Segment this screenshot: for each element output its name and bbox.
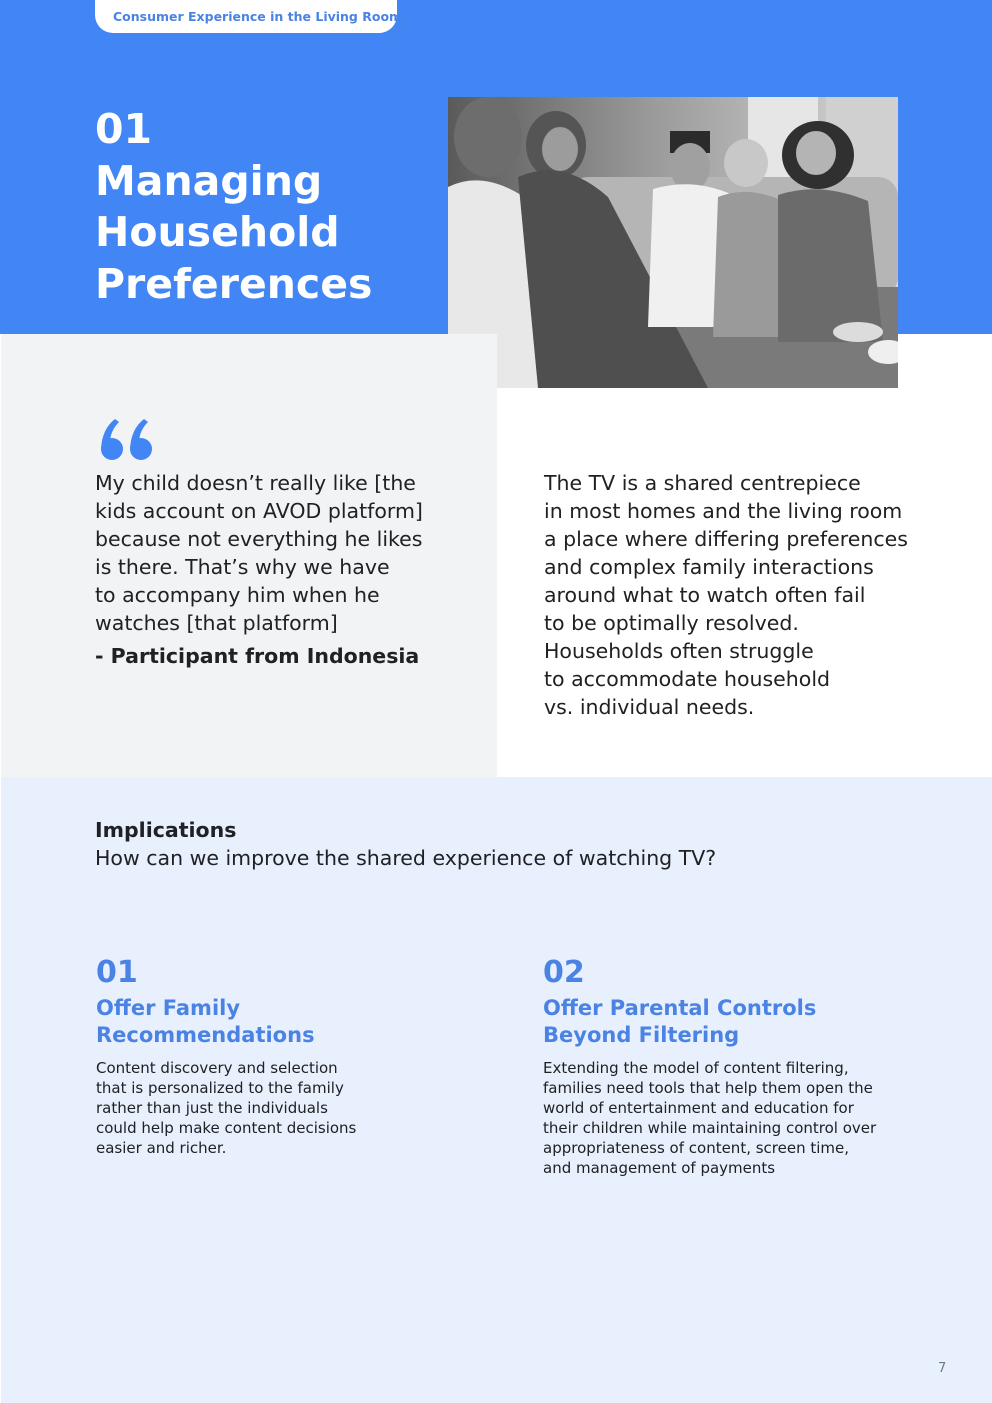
- family-photo-illustration: [448, 97, 898, 388]
- card-number: 02: [543, 955, 585, 990]
- paragraph-line: and complex family interactions: [544, 555, 874, 579]
- card-body-line: and management of payments: [543, 1159, 776, 1177]
- card-body-line: Extending the model of content filtering,: [543, 1059, 849, 1077]
- card-body-line: easier and richer.: [96, 1139, 227, 1157]
- implication-card-2: [543, 955, 943, 1178]
- card-body-line: their children while maintaining control over: [543, 1119, 877, 1137]
- page-number: 7: [938, 1361, 947, 1376]
- page-title-line: Managing: [95, 156, 323, 205]
- implications-heading: Implications: [95, 818, 237, 842]
- quote-line: My child doesn’t really like [the: [95, 471, 416, 495]
- card-title: [96, 995, 496, 1049]
- paragraph-line: around what to watch often fail: [544, 583, 866, 607]
- quote-mark-icon: [99, 419, 155, 461]
- card-body-line: families need tools that help them open the: [543, 1079, 873, 1097]
- quote-line: because not everything he likes: [95, 527, 423, 551]
- paragraph-line: The TV is a shared centrepiece: [544, 471, 861, 495]
- paragraph-line: to be optimally resolved.: [544, 611, 799, 635]
- quote-line: is there. That’s why we have: [95, 555, 390, 579]
- card-title-line: Offer Family: [96, 996, 241, 1020]
- paragraph-line: vs. individual needs.: [544, 695, 755, 719]
- page-title: [95, 104, 445, 310]
- quote-line: to accompany him when he: [95, 583, 380, 607]
- card-title-line: Recommendations: [96, 1023, 315, 1047]
- card-body-line: could help make content decisions: [96, 1119, 357, 1137]
- paragraph-line: to accommodate household: [544, 667, 831, 691]
- card-body-line: world of entertainment and education for: [543, 1099, 854, 1117]
- page-title-line: Preferences: [95, 259, 373, 308]
- quote-line: watches [that platform]: [95, 611, 338, 635]
- family-watching-tv-photo: [448, 97, 898, 388]
- card-body-line: rather than just the individuals: [96, 1099, 328, 1117]
- card-body-line: that is personalized to the family: [96, 1079, 344, 1097]
- card-title-line: Beyond Filtering: [543, 1023, 740, 1047]
- card-number: 01: [96, 955, 138, 990]
- card-body-line: appropriateness of content, screen time,: [543, 1139, 850, 1157]
- participant-quote: [95, 469, 485, 637]
- section-tab[interactable]: [95, 0, 403, 33]
- implication-card-1: [96, 955, 496, 1158]
- card-body-line: Content discovery and selection: [96, 1059, 338, 1077]
- card-title-line: Offer Parental Controls: [543, 996, 817, 1020]
- paragraph-line: Households often struggle: [544, 639, 814, 663]
- quote-attribution: - Participant from Indonesia: [95, 644, 420, 668]
- context-paragraph: [544, 469, 964, 721]
- card-title: [543, 995, 943, 1049]
- implications-question: How can we improve the shared experience of watching TV?: [95, 846, 717, 870]
- section-tab-label: Consumer Experience in the Living Room: [113, 9, 403, 24]
- paragraph-line: a place where differing preferences: [544, 527, 908, 551]
- quote-line: kids account on AVOD platform]: [95, 499, 423, 523]
- page-title-line: Household: [95, 208, 340, 256]
- page-title-line: 01: [95, 105, 153, 153]
- card-body: [543, 1058, 943, 1178]
- paragraph-line: in most homes and the living room: [544, 499, 903, 523]
- card-body: [96, 1058, 496, 1158]
